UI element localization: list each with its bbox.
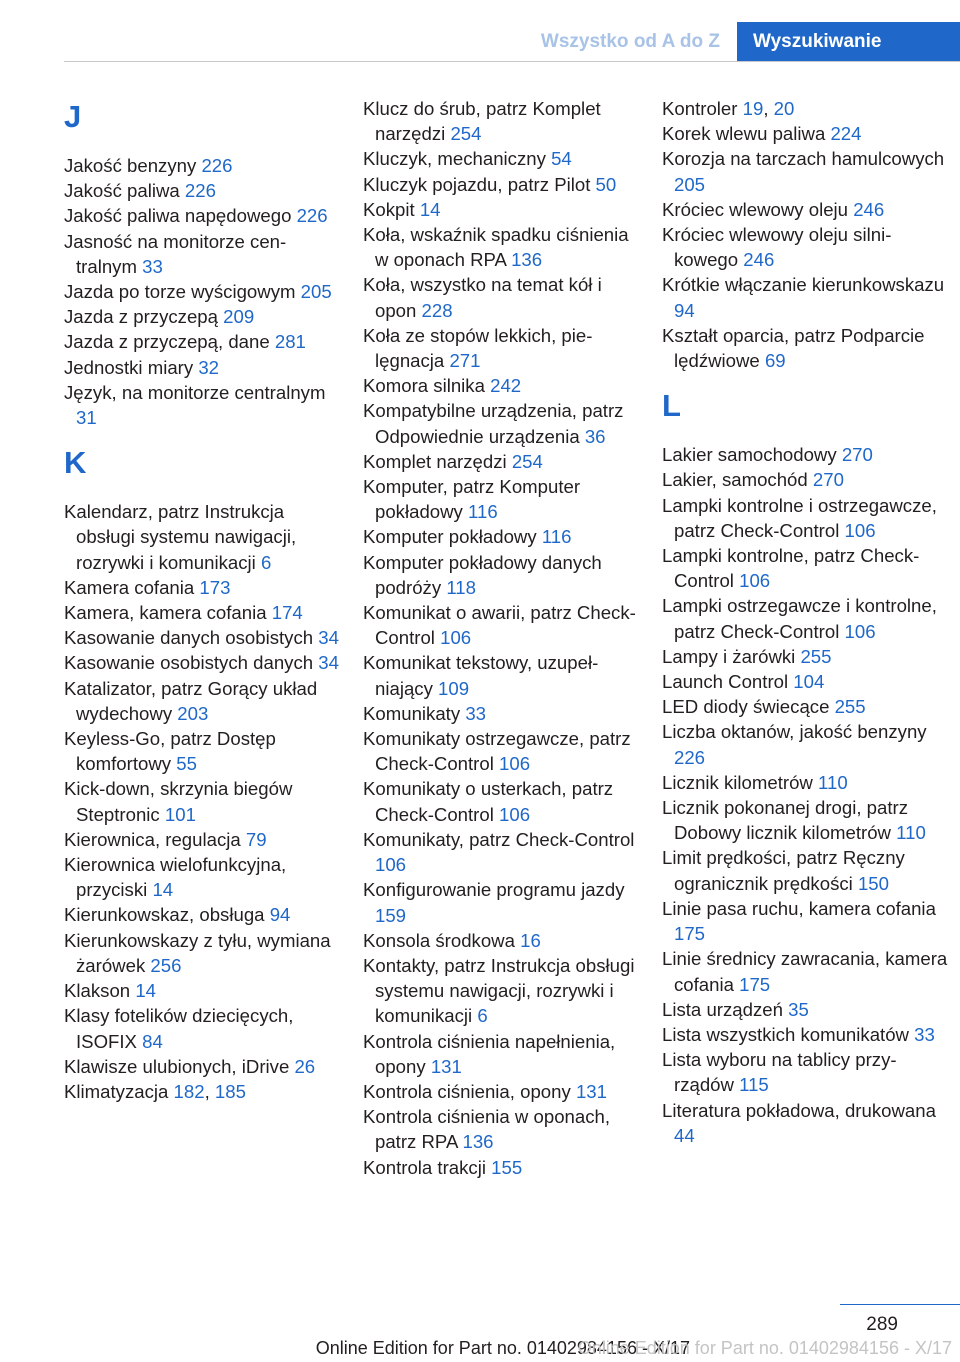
index-entry bbox=[363, 222, 639, 272]
page-link[interactable]: 228 bbox=[421, 299, 453, 321]
active-tab-search[interactable]: Wyszukiwanie bbox=[737, 22, 960, 62]
index-entry-text: Koła, wszystko na temat kół i opon bbox=[363, 274, 602, 321]
index-entry-text: Licznik pokonanej drogi, patrz Dobowy licznik kilometrów bbox=[662, 797, 908, 844]
index-entry bbox=[363, 1104, 639, 1154]
index-entry-text: Kierownica wielofunkcyjna, przyciski bbox=[64, 854, 287, 901]
index-entry bbox=[363, 373, 639, 398]
index-entry-text: Licznik kilometrów bbox=[662, 771, 819, 793]
page-link[interactable]: 173 bbox=[199, 576, 231, 598]
index-entry-text: Kasowanie danych osobistych bbox=[64, 627, 319, 649]
page-link[interactable]: 44 bbox=[674, 1124, 695, 1146]
page-link[interactable]: 205 bbox=[674, 173, 706, 195]
watermark: Online Edition for Part no. 01402984156 - X/17 bbox=[577, 1338, 952, 1358]
index-entry bbox=[662, 644, 948, 669]
index-entry bbox=[64, 1003, 340, 1053]
index-entry bbox=[662, 669, 948, 694]
index-column-3 bbox=[662, 96, 948, 1148]
index-entry-text: Kluczyk, mechaniczny bbox=[363, 148, 552, 170]
index-entry bbox=[662, 845, 948, 895]
index-entry bbox=[662, 146, 948, 196]
edition-text: Online Edition for Part no. 01402984156 - X/17 bbox=[315, 1338, 690, 1358]
index-entry-text: Lampki kontrolne, patrz Check-Control bbox=[662, 545, 920, 592]
index-entry bbox=[363, 877, 639, 927]
index-entry bbox=[64, 776, 340, 826]
page-link[interactable]: 106 bbox=[499, 753, 531, 775]
page-link[interactable]: 20 bbox=[773, 98, 795, 119]
index-entry bbox=[662, 197, 948, 222]
index-entry-text: Katalizator, patrz Gorący układ wydechowy bbox=[64, 677, 318, 724]
index-entry bbox=[64, 827, 340, 852]
index-entry bbox=[662, 272, 948, 322]
index-entry-text: Klawisze ulubionych, iDrive bbox=[64, 1055, 295, 1077]
index-entry-text: Kamera, kamera cofania bbox=[64, 602, 272, 624]
page-link[interactable]: 116 bbox=[541, 526, 572, 548]
page-link[interactable]: 116 bbox=[468, 501, 498, 523]
index-entry bbox=[363, 146, 639, 171]
index-entry-text: Lampy i żarówki bbox=[662, 645, 801, 667]
index-entry-text: Lakier, samochód bbox=[662, 469, 813, 491]
index-entry bbox=[662, 121, 948, 146]
index-entry-text: Krótkie włączanie kierunkowskazu bbox=[662, 274, 945, 296]
index-entry bbox=[363, 96, 639, 146]
index-entry-text: Lista wyboru na tablicy przyrządów bbox=[662, 1049, 897, 1096]
index-entry bbox=[363, 323, 639, 373]
index-entry-text: Komplet narzędzi bbox=[363, 450, 512, 472]
index-entry bbox=[662, 493, 948, 543]
page-link[interactable]: 54 bbox=[551, 148, 572, 170]
page-link[interactable]: 14 bbox=[152, 879, 174, 901]
page-link[interactable]: 136 bbox=[511, 249, 543, 271]
page-link[interactable]: 36 bbox=[584, 425, 606, 447]
footer-rule bbox=[840, 1304, 960, 1305]
index-entry-text: Komunikaty o usterkach, patrz Check-Control bbox=[363, 778, 614, 825]
index-entry-text: Jazda z przyczepą, dane bbox=[64, 331, 275, 353]
index-entry-text: Kontrola ciśnienia w oponach, patrz RPA bbox=[363, 1106, 611, 1153]
page-header bbox=[0, 0, 960, 62]
header-rule bbox=[64, 61, 960, 62]
index-entry bbox=[662, 96, 948, 121]
index-entry bbox=[363, 474, 639, 524]
index-entry bbox=[363, 172, 639, 197]
index-entry bbox=[363, 1155, 639, 1180]
page-link[interactable]: 115 bbox=[739, 1074, 769, 1096]
index-letter-heading: K bbox=[64, 445, 87, 481]
index-entry-text: Koła, wskaźnik spadku ciśnienia w oponach RPA bbox=[363, 224, 629, 271]
page-link[interactable]: 209 bbox=[223, 306, 255, 328]
page-link[interactable]: 35 bbox=[788, 998, 809, 1020]
page-link[interactable]: 246 bbox=[743, 249, 775, 271]
index-entry bbox=[64, 203, 340, 228]
page-link[interactable]: 256 bbox=[150, 954, 182, 976]
page-link[interactable]: 110 bbox=[896, 822, 926, 844]
page-link[interactable]: 33 bbox=[142, 255, 163, 277]
index-entry-text: Jazda po torze wyścigowym bbox=[64, 281, 301, 303]
page-footer bbox=[0, 1300, 960, 1362]
page-link[interactable]: 31 bbox=[76, 407, 97, 429]
index-entry-text: Kompatybilne urządzenia, patrz Odpowiednie urządzenia bbox=[363, 400, 624, 447]
index-entry-text: Kontrola ciśnienia napełnienia, opony bbox=[363, 1030, 616, 1077]
index-column-2 bbox=[363, 96, 639, 1180]
index-entry bbox=[64, 304, 340, 329]
index-entry bbox=[64, 178, 340, 203]
page-separator: , bbox=[763, 98, 774, 119]
index-entry-text: Jednostki miary bbox=[64, 356, 199, 378]
index-entry bbox=[64, 279, 340, 304]
page-link[interactable]: 246 bbox=[853, 198, 885, 220]
index-entry bbox=[64, 329, 340, 354]
index-entry bbox=[64, 650, 340, 675]
page-link[interactable]: 106 bbox=[440, 627, 472, 649]
index-entry-text: Koła ze stopów lekkich, pielęgnacja bbox=[363, 324, 593, 372]
page-link[interactable]: 203 bbox=[177, 702, 209, 724]
index-entry bbox=[662, 442, 948, 467]
page-link[interactable]: 131 bbox=[575, 1080, 607, 1102]
page-link[interactable]: 226 bbox=[201, 155, 233, 176]
page-link[interactable]: 50 bbox=[595, 173, 617, 195]
page-link[interactable]: 6 bbox=[477, 1005, 488, 1027]
page-link[interactable]: 270 bbox=[812, 469, 844, 491]
index-entry bbox=[64, 153, 340, 178]
index-entry-text: Jakość benzyny bbox=[64, 155, 202, 176]
page-link[interactable]: 131 bbox=[430, 1055, 462, 1077]
index-entry bbox=[363, 650, 639, 700]
page-link[interactable]: 101 bbox=[164, 803, 196, 825]
page-link[interactable]: 271 bbox=[449, 350, 481, 372]
index-entry-text: Jazda z przyczepą bbox=[64, 306, 224, 328]
index-entry-text: Kierunkowskaz, obsługa bbox=[64, 904, 270, 926]
page-number: 289 bbox=[866, 1314, 898, 1335]
index-entry-text: Limit prędkości, patrz Ręczny ogranicznik prędkości bbox=[662, 847, 905, 894]
index-entry-text: Korek wlewu paliwa bbox=[662, 123, 831, 145]
page-link[interactable]: 14 bbox=[135, 980, 157, 1002]
index-entry bbox=[64, 600, 340, 625]
index-entry bbox=[363, 953, 639, 1029]
index-entry bbox=[363, 197, 639, 222]
index-entry bbox=[64, 380, 340, 430]
index-entry-text: Launch Control bbox=[662, 671, 794, 693]
index-entry-text: Literatura pokładowa, drukowana bbox=[662, 1099, 936, 1121]
index-entry-text: Kierunkowskazy z tyłu, wymiana żarówek bbox=[64, 929, 331, 976]
index-entry-text: Kontakty, patrz Instrukcja obsługi systemu nawigacji, rozrywki i komunikacji bbox=[363, 954, 635, 1027]
page-link[interactable]: 136 bbox=[462, 1131, 494, 1153]
index-entry bbox=[64, 575, 340, 600]
index-entry bbox=[363, 1079, 639, 1104]
page-link[interactable]: 270 bbox=[841, 444, 873, 466]
page-link[interactable]: 34 bbox=[318, 627, 339, 649]
page-link[interactable]: 185 bbox=[214, 1080, 246, 1102]
index-entry bbox=[64, 1079, 340, 1104]
page-link[interactable]: 79 bbox=[245, 828, 267, 850]
index-letter-heading: J bbox=[64, 99, 82, 134]
page-link[interactable]: 106 bbox=[844, 519, 876, 541]
index-entry bbox=[363, 524, 639, 549]
index-entry-text: Komputer pokładowy bbox=[363, 526, 542, 548]
index-entry bbox=[662, 719, 948, 769]
index-entry bbox=[662, 997, 948, 1022]
index-entry bbox=[662, 593, 948, 643]
page-link[interactable]: 6 bbox=[260, 551, 272, 573]
index-entry-text: Kształt oparcia, patrz Podparcie lędźwiowe bbox=[662, 324, 925, 372]
index-entry-text: Króciec wlewowy oleju silnikowego bbox=[662, 224, 892, 271]
index-entry bbox=[363, 398, 639, 448]
page-link[interactable]: 109 bbox=[438, 677, 470, 699]
index-entry-text: Kontrola ciśnienia, opony bbox=[363, 1080, 576, 1102]
page-link[interactable]: 226 bbox=[296, 205, 328, 227]
index-entry-text: Kasowanie osobistych danych bbox=[64, 652, 319, 674]
page-link[interactable]: 33 bbox=[914, 1023, 935, 1045]
index-entry-text: Korozja na tarczach hamulcowych bbox=[662, 148, 945, 170]
page-link[interactable]: 110 bbox=[818, 771, 848, 793]
index-entry bbox=[64, 1054, 340, 1079]
page-link[interactable]: 14 bbox=[419, 198, 441, 220]
page-link[interactable]: 226 bbox=[674, 746, 706, 768]
page-link[interactable]: 104 bbox=[793, 671, 825, 693]
page-link[interactable]: 224 bbox=[830, 123, 862, 145]
page-link[interactable]: 34 bbox=[318, 652, 339, 674]
page-link[interactable]: 106 bbox=[375, 854, 407, 876]
index-entry-text: Komputer, patrz Komputer pokładowy bbox=[363, 476, 581, 523]
page-link[interactable]: 55 bbox=[176, 753, 197, 775]
index-entry-text: Klimatyzacja bbox=[64, 1080, 174, 1102]
index-entry-text: Konfigurowanie programu jazdy bbox=[363, 879, 625, 901]
section-tab[interactable]: Wszystko od A do Z bbox=[540, 31, 720, 52]
page-link[interactable]: 281 bbox=[274, 331, 306, 353]
page-link[interactable]: 106 bbox=[844, 620, 876, 642]
index-entry bbox=[64, 928, 340, 978]
page-link[interactable]: 255 bbox=[834, 696, 866, 718]
index-entry-text: Klakson bbox=[64, 980, 136, 1002]
index-entry bbox=[363, 272, 639, 322]
page-link[interactable]: 94 bbox=[674, 299, 695, 321]
index-entry-text: Komunikaty, patrz Check-Control bbox=[363, 828, 635, 850]
page-link[interactable]: 159 bbox=[375, 904, 407, 926]
index-entry-text: Keyless-Go, patrz Dostęp komfortowy bbox=[64, 728, 276, 775]
index-entry-text: Jakość paliwa napędowego bbox=[64, 205, 297, 227]
index-entry bbox=[662, 795, 948, 845]
index-entry bbox=[662, 770, 948, 795]
index-entry-text: Lampki kontrolne i ostrzegawcze, patrz Check-Control bbox=[662, 494, 937, 541]
index-entry bbox=[662, 467, 948, 492]
page-link[interactable]: 19 bbox=[742, 98, 764, 119]
index-entry bbox=[662, 896, 948, 946]
index-entry-text: Jasność na monitorze centralnym bbox=[64, 230, 287, 277]
index-entry bbox=[662, 946, 948, 996]
page-link[interactable]: 26 bbox=[294, 1055, 316, 1077]
index-entry-text: Konsola środkowa bbox=[363, 929, 521, 951]
index-entry bbox=[662, 694, 948, 719]
index-entry-text: Język, na monitorze centralnym bbox=[64, 381, 326, 403]
index-entry bbox=[363, 550, 639, 600]
index-entry-text: LED diody świecące bbox=[662, 696, 835, 718]
index-entry bbox=[64, 726, 340, 776]
page-link[interactable]: 106 bbox=[499, 803, 531, 825]
index-entry-text: Króciec wlewowy oleju bbox=[662, 198, 854, 220]
index-entry-text: Klucz do śrub, patrz Komplet narzędzi bbox=[363, 98, 601, 145]
index-entry-text: Kontrola trakcji bbox=[363, 1156, 492, 1178]
page-link[interactable]: 155 bbox=[491, 1156, 523, 1178]
page-link[interactable]: 69 bbox=[764, 350, 786, 372]
index-entry bbox=[64, 978, 340, 1003]
index-entry-text: Kokpit bbox=[363, 198, 420, 220]
index-entry-text: Kierownica, regulacja bbox=[64, 828, 246, 850]
page-link[interactable]: 175 bbox=[739, 973, 771, 995]
index-entry bbox=[662, 543, 948, 593]
index-entry-text: Klasy fotelików dziecięcych, ISOFIX bbox=[64, 1005, 294, 1052]
index-entry-text: Komputer pokładowy danych podróży bbox=[363, 551, 602, 598]
index-entry-text: Linie średnicy zawracania, kamera cofania bbox=[662, 948, 948, 995]
page-link[interactable]: 16 bbox=[520, 929, 541, 951]
index-entry bbox=[662, 323, 948, 373]
index-entry-text: Komora silnika bbox=[363, 375, 491, 397]
page-link[interactable]: 106 bbox=[739, 570, 771, 592]
index-entry-text: Kamera cofania bbox=[64, 576, 200, 598]
index-entry-text: Lampki ostrzegawcze i kontrolne, patrz Check-Control bbox=[662, 595, 937, 642]
page-link[interactable]: 32 bbox=[198, 356, 220, 378]
index-entry-text: Komunikat o awarii, patrz Check-Control bbox=[363, 602, 636, 649]
index-entry bbox=[363, 1029, 639, 1079]
index-entry bbox=[363, 726, 639, 776]
index-entry bbox=[64, 355, 340, 380]
index-entry bbox=[64, 676, 340, 726]
index-entry-text: Komunikaty ostrzegawcze, patrz Check-Control bbox=[363, 728, 631, 775]
index-entry bbox=[662, 1022, 948, 1047]
page-link[interactable]: 175 bbox=[674, 923, 706, 945]
page-link[interactable]: 118 bbox=[446, 576, 476, 598]
index-entry bbox=[64, 625, 340, 650]
page-link[interactable]: 33 bbox=[465, 702, 486, 724]
page-link[interactable]: 226 bbox=[184, 180, 216, 202]
index-entry bbox=[64, 499, 340, 575]
index-entry bbox=[363, 827, 639, 877]
index-entry-text: Kick-down, skrzynia biegów Steptronic bbox=[64, 778, 293, 825]
index-entry bbox=[64, 852, 340, 902]
index-entry-text: Lakier samochodowy bbox=[662, 444, 842, 466]
index-entry-text: Liczba oktanów, jakość benzyny bbox=[662, 721, 927, 743]
index-entry bbox=[64, 229, 340, 279]
page-link[interactable]: 94 bbox=[269, 904, 291, 926]
page-link[interactable]: 174 bbox=[271, 602, 303, 624]
index-entry-text: Komunikaty bbox=[363, 702, 466, 724]
index-entry-text: Jakość paliwa bbox=[64, 180, 185, 202]
index-letter-heading: L bbox=[662, 388, 681, 424]
page-separator: , bbox=[204, 1080, 215, 1102]
index-entry bbox=[662, 1047, 948, 1097]
page-link[interactable]: 150 bbox=[857, 872, 889, 894]
page-link[interactable]: 254 bbox=[450, 123, 482, 145]
page-link[interactable]: 242 bbox=[490, 375, 522, 397]
index-entry bbox=[363, 701, 639, 726]
page-link[interactable]: 255 bbox=[800, 645, 832, 667]
index-entry bbox=[363, 776, 639, 826]
index-entry-text: Kalendarz, patrz Instrukcja obsługi systemu nawigacji, rozrywki i komunikacji bbox=[64, 501, 297, 573]
index-entry bbox=[64, 902, 340, 927]
index-entry-text: Kluczyk pojazdu, patrz Pilot bbox=[363, 173, 596, 195]
page-link[interactable]: 182 bbox=[173, 1080, 205, 1102]
index-entry-text: Lista urządzeń bbox=[662, 998, 789, 1020]
page-link[interactable]: 205 bbox=[300, 281, 332, 303]
index-entry-text: Kontroler bbox=[662, 98, 743, 119]
index-entry bbox=[363, 600, 639, 650]
index-entry bbox=[363, 928, 639, 953]
index-entry-text: Lista wszystkich komunikatów bbox=[662, 1023, 915, 1045]
index-entry-text: Linie pasa ruchu, kamera cofania bbox=[662, 897, 936, 919]
index-entry bbox=[662, 1098, 948, 1148]
index-entry-text: Komunikat tekstowy, uzupełniający bbox=[363, 652, 599, 699]
page-link[interactable]: 84 bbox=[142, 1030, 163, 1052]
index-entry bbox=[363, 449, 639, 474]
index-column-1 bbox=[64, 96, 340, 1104]
index-entry bbox=[662, 222, 948, 272]
page-link[interactable]: 254 bbox=[511, 450, 543, 472]
